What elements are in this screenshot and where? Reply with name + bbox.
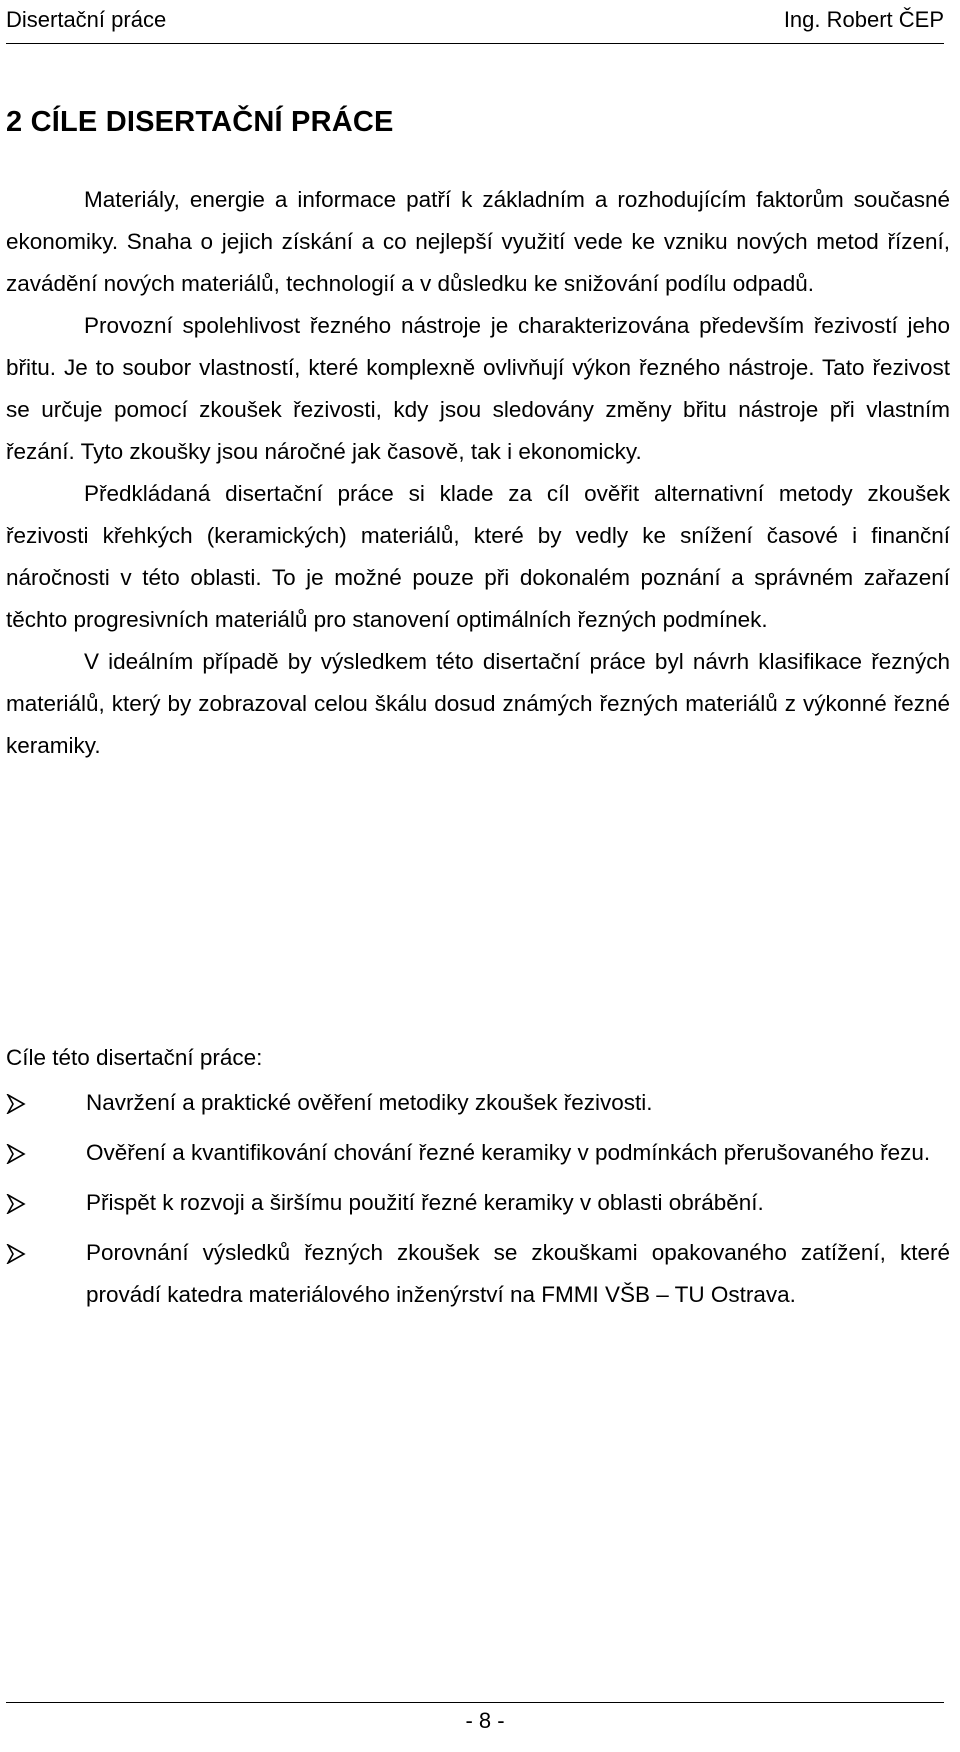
arrowhead-bullet-icon bbox=[6, 1144, 26, 1164]
paragraph: Provozní spolehlivost řezného nástroje je charakterizována především řezivostí jeho břitu. Je to soubor vlastností, které komplexně ovlivňují výkon řezného nástroje. Tato řezivost se určuje pomocí zkoušek řezivosti, kdy jsou sledovány změny břitu nástroje při vlastním řezání. Tyto zkoušky jsou náročné jak časově, tak i ekonomicky. bbox=[6, 313, 950, 464]
paragraph: Předkládaná disertační práce si klade za cíl ověřit alternativní metody zkoušek řezivosti křehkých (keramických) materiálů, které by vedly ke snížení časové i finanční náročnosti v této oblasti. To je možné pouze při dokonalém poznání a správném zařazení těchto progresivních materiálů pro stanovení optimálních řezných podmínek. bbox=[6, 481, 950, 632]
list-item bbox=[6, 1132, 950, 1174]
goal-text: Porovnání výsledků řezných zkoušek se zkouškami opakovaného zatížení, které provádí katedra materiálového inženýrství na FMMI VŠB – TU Ostrava. bbox=[86, 1240, 950, 1307]
goal-text: Navržení a praktické ověření metodiky zkoušek řezivosti. bbox=[86, 1090, 653, 1115]
goal-text: Přispět k rozvoji a širšímu použití řezné keramiky v oblasti obrábění. bbox=[86, 1190, 764, 1215]
arrowhead-bullet-icon bbox=[6, 1094, 26, 1114]
page-header bbox=[6, 2, 944, 38]
goals-list bbox=[6, 1082, 950, 1324]
body-text bbox=[6, 179, 950, 767]
list-item bbox=[6, 1232, 950, 1316]
header-divider bbox=[6, 43, 944, 44]
paragraph: Materiály, energie a informace patří k základním a rozhodujícím faktorům současné ekonomiky. Snaha o jejich získání a co nejlepší využití vede ke vzniku nových metod řízení, zavádění nových materiálů, technologií a v důsledku ke snižování podílu odpadů. bbox=[6, 187, 950, 296]
list-item bbox=[6, 1182, 950, 1224]
goals-label: Cíle této disertační práce: bbox=[6, 1045, 263, 1070]
header-author: Ing. Robert ČEP bbox=[783, 7, 944, 32]
list-item bbox=[6, 1082, 950, 1124]
footer-divider bbox=[6, 1702, 944, 1703]
chapter-title: 2 CÍLE DISERTAČNÍ PRÁCE bbox=[6, 106, 394, 138]
page-number: - 8 - bbox=[465, 1708, 505, 1733]
arrowhead-bullet-icon bbox=[6, 1244, 26, 1264]
arrowhead-bullet-icon bbox=[6, 1194, 26, 1214]
goal-text: Ověření a kvantifikování chování řezné keramiky v podmínkách přerušovaného řezu. bbox=[86, 1140, 931, 1165]
paragraph: V ideálním případě by výsledkem této disertační práce byl návrh klasifikace řezných materiálů, který by zobrazoval celou škálu dosud známých řezných materiálů z výkonné řezné keramiky. bbox=[6, 649, 950, 758]
header-document-type: Disertační práce bbox=[6, 7, 167, 32]
